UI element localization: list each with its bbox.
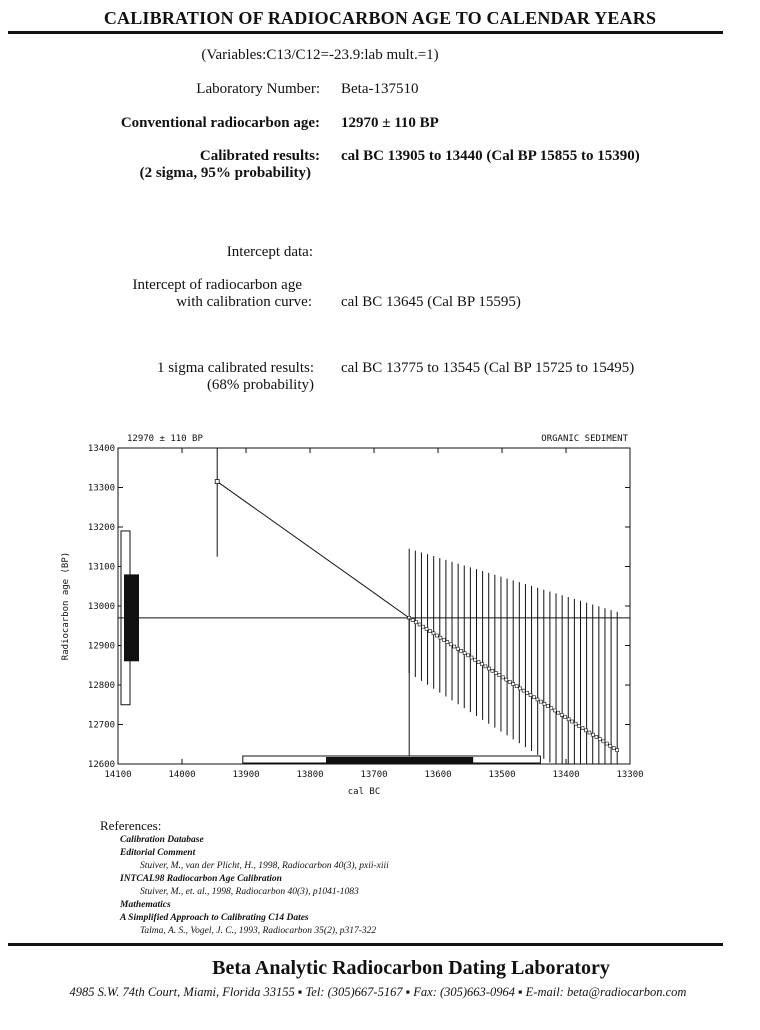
calibration-point [609, 744, 612, 747]
x-tick-label: 13300 [616, 770, 644, 780]
conv-age-value: 12970 ± 110 BP [341, 115, 439, 131]
plot-frame [118, 448, 630, 764]
calibration-point [519, 687, 522, 690]
y-tick-label: 12800 [87, 681, 115, 691]
reference-citation: Stuiver, M., et. al., 1998, Radiocarbon 40(3), p1041-1083 [140, 887, 359, 897]
calibration-point [612, 746, 615, 749]
one-sigma-label: 1 sigma calibrated results: [156, 360, 314, 376]
intercept-label-1: Intercept of radiocarbon age [132, 277, 302, 293]
y-tick-label: 13000 [87, 602, 115, 612]
calibration-point [550, 707, 553, 710]
calibration-point [494, 671, 497, 674]
calibration-point [515, 685, 518, 688]
calibration-point [598, 738, 601, 741]
calibration-point [595, 735, 598, 738]
calibration-point [574, 722, 577, 725]
x-tick-label: 13400 [552, 770, 580, 780]
y-tick-label: 13400 [87, 444, 115, 454]
calibration-point [442, 638, 445, 641]
calibration-curve [217, 482, 617, 751]
reference-citation: Talma, A. S., Vogel, J. C., 1993, Radiocarbon 35(2), p317-322 [140, 926, 377, 936]
calibrated-value: cal BC 13905 to 13440 (Cal BP 15855 to 15390) [341, 148, 640, 164]
calibration-point [505, 678, 508, 681]
calibration-point [581, 727, 584, 730]
calibration-point [546, 705, 549, 708]
calibration-point [498, 674, 501, 677]
variables-line: (Variables:C13/C12=-23.9:lab mult.=1) [201, 47, 439, 63]
calibration-point [543, 702, 546, 705]
calibration-point [564, 716, 567, 719]
y-axis-label: Radiocarbon age (BP) [61, 551, 71, 661]
x-tick-label: 13800 [296, 770, 324, 780]
calibration-point [529, 694, 532, 697]
lab-number-label: Laboratory Number: [196, 81, 320, 97]
calibration-point [429, 630, 432, 633]
calibration-point [536, 698, 539, 701]
calibration-point [557, 711, 560, 714]
top-divider [8, 31, 723, 34]
calibration-point [522, 689, 525, 692]
calibrated-sublabel: (2 sigma, 95% probability) [139, 165, 311, 181]
lab-name: Beta Analytic Radiocarbon Dating Laboratory [212, 957, 610, 979]
calibration-point [453, 645, 456, 648]
calibration-point [463, 652, 466, 655]
calibration-point [553, 709, 556, 712]
conv-age-label: Conventional radiocarbon age: [120, 115, 320, 131]
calibration-point [477, 660, 480, 663]
calibration-point [484, 665, 487, 668]
calibration-point [578, 724, 581, 727]
calibration-point [526, 691, 529, 694]
calibration-point [591, 733, 594, 736]
top-left-label: 12970 ± 110 BP [127, 434, 203, 444]
one-sigma-value: cal BC 13775 to 13545 (Cal BP 15725 to 15495) [341, 360, 635, 376]
x-tick-label: 13700 [360, 770, 388, 780]
calibration-point [588, 731, 591, 734]
calibration-point [446, 641, 449, 644]
calibration-point [439, 636, 442, 639]
calibration-point [460, 649, 463, 652]
y-tick-label: 12900 [87, 641, 115, 652]
calibration-point [422, 625, 425, 628]
calibration-point [571, 720, 574, 723]
calibration-chart-svg [55, 428, 735, 808]
calibration-point [539, 700, 542, 703]
calibration-point [474, 658, 477, 661]
calibration-point [512, 683, 515, 686]
intercept-label-2: with calibration curve: [176, 294, 312, 310]
y-tick-label: 13300 [87, 483, 115, 494]
calibration-point [411, 619, 414, 622]
calibration-point [215, 480, 219, 484]
references-block [100, 818, 389, 938]
calibration-point [449, 643, 452, 646]
y-tick-label: 12700 [87, 720, 115, 731]
calibration-point [501, 676, 504, 679]
calibrated-label: Calibrated results: [199, 148, 320, 164]
calibration-point [432, 632, 435, 635]
calibration-point [567, 718, 570, 721]
intercept-data-label: Intercept data: [226, 244, 313, 260]
one-sigma-sublabel: (68% probability) [206, 377, 314, 393]
calibration-point [605, 742, 608, 745]
calibration-point [533, 696, 536, 699]
reference-heading: INTCAL98 Radiocarbon Age Calibration [120, 874, 282, 884]
lab-address: 4985 S.W. 74th Court, Miami, Florida 33155 ▪ Tel: (305)667-5167 ▪ Fax: (305)663-0964 ▪ E-mail: beta@radiocarbon.com [69, 985, 687, 999]
calibration-point [456, 647, 459, 650]
calibration-point [481, 663, 484, 666]
reference-heading: Calibration Database [120, 835, 204, 845]
intercept-value: cal BC 13645 (Cal BP 15595) [341, 294, 521, 310]
references-heading: References: [100, 818, 162, 833]
reference-heading: A Simplified Approach to Calibrating C14 Dates [120, 913, 309, 923]
calibration-point [425, 627, 428, 630]
lab-number-value: Beta-137510 [341, 81, 419, 97]
bottom-divider [8, 943, 723, 946]
x-tick-label: 14100 [104, 770, 132, 780]
calibration-point [470, 656, 473, 659]
calibration-point [435, 634, 438, 637]
reference-heading: Mathematics [120, 900, 171, 910]
x-tick-label: 13900 [232, 770, 260, 780]
x-tick-label: 13600 [424, 770, 452, 780]
calibration-point [585, 729, 588, 732]
x-tick-label: 13500 [488, 770, 516, 780]
calibration-point [418, 623, 421, 626]
y-tick-label: 12600 [87, 760, 115, 770]
references-list [100, 834, 389, 938]
x-tick-label: 14000 [168, 770, 196, 780]
page-title: CALIBRATION OF RADIOCARBON AGE TO CALENDAR YEARS [103, 8, 657, 28]
calibration-point [616, 749, 619, 752]
x-axis-label: cal BC [347, 787, 381, 797]
calibration-point [560, 713, 563, 716]
y-tick-label: 13200 [87, 523, 115, 533]
calibration-point [467, 654, 470, 657]
calibration-point [487, 667, 490, 670]
calibration-chart [55, 428, 735, 808]
calibration-point [602, 740, 605, 743]
calibration-point [491, 669, 494, 672]
y-tick-label: 13100 [87, 562, 115, 573]
calibration-point [415, 621, 418, 624]
calibration-point [508, 680, 511, 683]
one-sigma-cal-range [326, 757, 473, 763]
reference-heading: Editorial Comment [120, 848, 196, 858]
reference-citation: Stuiver, M., van der Plicht, H., 1998, Radiocarbon 40(3), pxii-xiii [140, 861, 389, 871]
top-right-label: ORGANIC SEDIMENT [541, 434, 628, 444]
